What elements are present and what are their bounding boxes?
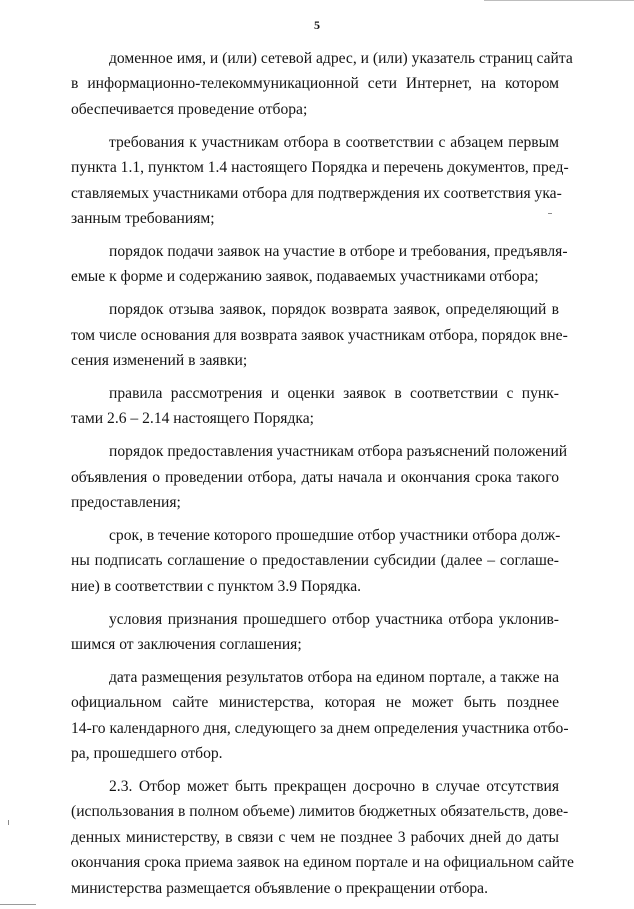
document-body [71,46,574,909]
text-line: тами 2.6 – 2.14 настоящего Порядка; [71,410,314,428]
text-line: требования к участникам отбора в соответствии с абзацем первым [109,133,559,151]
text-line: 14-го календарного дня, следующего за днем определения участника отбо- [71,719,569,737]
text-line: срок, в течение которого прошедшие отбор участники отбора долж- [109,526,561,544]
text-line: емые к форме и содержанию заявок, подаваемых участниками отбора; [71,268,539,286]
text-line: (использования в полном объеме) лимитов бюджетных обязательств, дове- [71,803,569,821]
text-line: доменное имя, и (или) сетевой адрес, и (или) указатель страниц сайта [109,50,573,67]
paragraph-participant-requirements [71,130,569,232]
paragraph-section-2-3 [71,774,574,901]
paragraph-application-withdrawal [71,297,568,373]
text-line: порядок отзыва заявок, порядок возврата заявок, определяющий в [109,301,559,319]
paragraph-application-submission [71,239,568,290]
text-line: правила рассмотрения и оценки заявок в соответствии с пунк- [109,384,559,402]
text-line: дата размещения результатов отбора на едином портале, а также на [109,668,559,686]
text-line: обеспечивается проведение отбора; [71,100,308,118]
text-line: предоставления; [71,494,181,511]
text-line: том числе основания для возврата заявок участникам отбора, порядок вне- [71,326,568,344]
text-line: объявления о проведении отбора, даты начала и окончания срока такого [71,468,559,486]
paragraph-domain-name [71,46,573,122]
paragraph-evasion-conditions [71,607,559,658]
text-line: занным требованиям; [71,209,215,227]
text-line: сения изменений в заявки; [71,351,248,369]
scan-artifact [548,213,552,214]
paragraph-review-rules [71,381,559,432]
text-line: порядок подачи заявок на участие в отборе и требования, предъявля- [109,242,568,260]
text-line: пункта 1.1, пунктом 1.4 настоящего Порядка и перечень документов, пред- [71,159,569,177]
text-line: порядок предоставления участникам отбора разъяснений положений [109,443,568,461]
page-number: 5 [314,18,320,32]
text-line: ны подписать соглашение о предоставлении субсидии (далее – соглаше- [71,552,559,570]
scan-artifact [8,820,9,825]
text-line: условия признания прошедшего отбор участника отбора уклонив- [109,610,559,628]
text-line: шимся от заключения соглашения; [71,636,302,654]
text-line: ставляемых участниками отбора для подтверждения их соответствия ука- [71,184,562,202]
text-line: официальном сайте министерства, которая не может быть позднее [71,694,559,712]
text-line: в информационно-телекоммуникационной сети Интернет, на котором [71,75,559,93]
paragraph-results-publication [71,665,569,767]
text-line: денных министерству, в связи с чем не позднее 3 рабочих дней до даты [71,828,559,846]
paragraph-agreement-deadline [71,523,559,599]
scan-top-edge-line [484,0,634,1]
text-line: ние) в соответствии с пунктом 3.9 Порядка. [71,577,362,595]
text-line: министерства размещается объявление о прекращении отбора. [71,879,488,897]
text-line: 2.3. Отбор может быть прекращен досрочно в случае отсутствия [109,778,559,796]
paragraph-clarifications [71,439,568,515]
text-line: окончания срока приема заявок на едином портале и на официальном сайте [71,854,574,872]
text-line: ра, прошедшего отбор. [71,745,223,763]
